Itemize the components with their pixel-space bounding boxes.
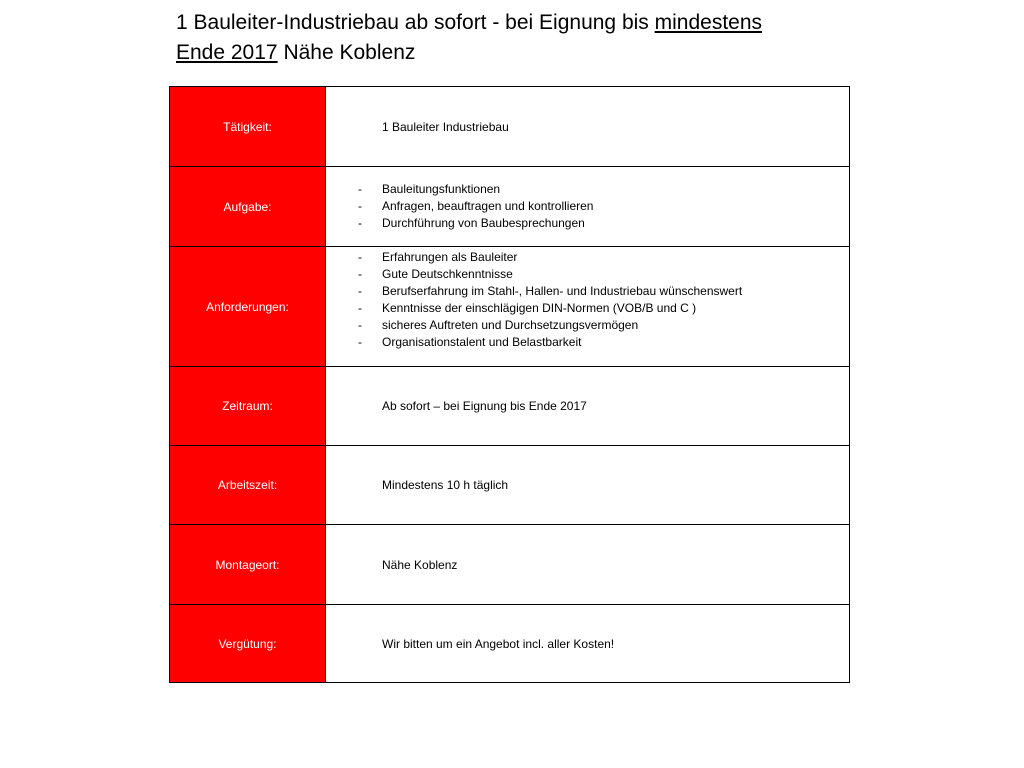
table-row bbox=[170, 604, 849, 682]
row-value-taetigkeit bbox=[326, 87, 849, 166]
list-item: - Anfragen, beauftragen und kontrollieren bbox=[382, 198, 593, 215]
table-row bbox=[170, 246, 849, 366]
table-row bbox=[170, 87, 849, 166]
job-details-table bbox=[169, 86, 850, 683]
list-item: - Organisationstalent und Belastbarkeit bbox=[382, 334, 742, 351]
row-label-montageort: Montageort: bbox=[170, 525, 326, 604]
list-item: - Erfahrungen als Bauleiter bbox=[382, 249, 742, 266]
value-text: Nähe Koblenz bbox=[382, 557, 458, 572]
row-value-aufgabe bbox=[326, 167, 849, 246]
value-text: Ab sofort – bei Eignung bis Ende 2017 bbox=[382, 399, 587, 413]
requirements-list bbox=[382, 249, 742, 351]
list-item: - sicheres Auftreten und Durchsetzungsvermögen bbox=[382, 317, 742, 334]
row-label-arbeitszeit: Arbeitszeit: bbox=[170, 446, 326, 524]
row-label-aufgabe: Aufgabe: bbox=[170, 167, 326, 246]
row-value-montageort bbox=[326, 525, 849, 604]
value-text: Mindestens 10 h täglich bbox=[382, 478, 509, 492]
title-underlined-date: Ende 2017 bbox=[176, 41, 278, 64]
value-text: Wir bitten um ein Angebot incl. aller Kosten! bbox=[382, 636, 615, 651]
row-label-anforderungen: Anforderungen: bbox=[170, 247, 326, 366]
task-list bbox=[382, 181, 593, 232]
row-value-zeitraum bbox=[326, 367, 849, 445]
row-label-verguetung: Vergütung: bbox=[170, 605, 326, 682]
list-item: - Durchführung von Baubesprechungen bbox=[382, 215, 593, 232]
table-row bbox=[170, 445, 849, 524]
page-title bbox=[176, 8, 876, 68]
list-item: - Gute Deutschkenntnisse bbox=[382, 266, 742, 283]
title-underlined-word: mindestens bbox=[654, 11, 763, 34]
row-value-anforderungen bbox=[326, 247, 849, 366]
row-value-arbeitszeit bbox=[326, 446, 849, 524]
value-text: 1 Bauleiter Industriebau bbox=[382, 119, 509, 134]
list-item: - Bauleitungsfunktionen bbox=[382, 181, 593, 198]
row-label-taetigkeit: Tätigkeit: bbox=[170, 87, 326, 166]
table-row bbox=[170, 166, 849, 246]
row-label-zeitraum: Zeitraum: bbox=[170, 367, 326, 445]
list-item: - Kenntnisse der einschlägigen DIN-Normen (VOB/B und C ) bbox=[382, 300, 742, 317]
table-row bbox=[170, 524, 849, 604]
title-text-start: 1 Bauleiter-Industriebau ab sofort - bei Eignung bis bbox=[176, 11, 655, 34]
table-row bbox=[170, 366, 849, 445]
row-value-verguetung bbox=[326, 605, 849, 682]
list-item: - Berufserfahrung im Stahl-, Hallen- und Industriebau wünschenswert bbox=[382, 283, 742, 300]
title-text-end: Nähe Koblenz bbox=[277, 41, 416, 64]
